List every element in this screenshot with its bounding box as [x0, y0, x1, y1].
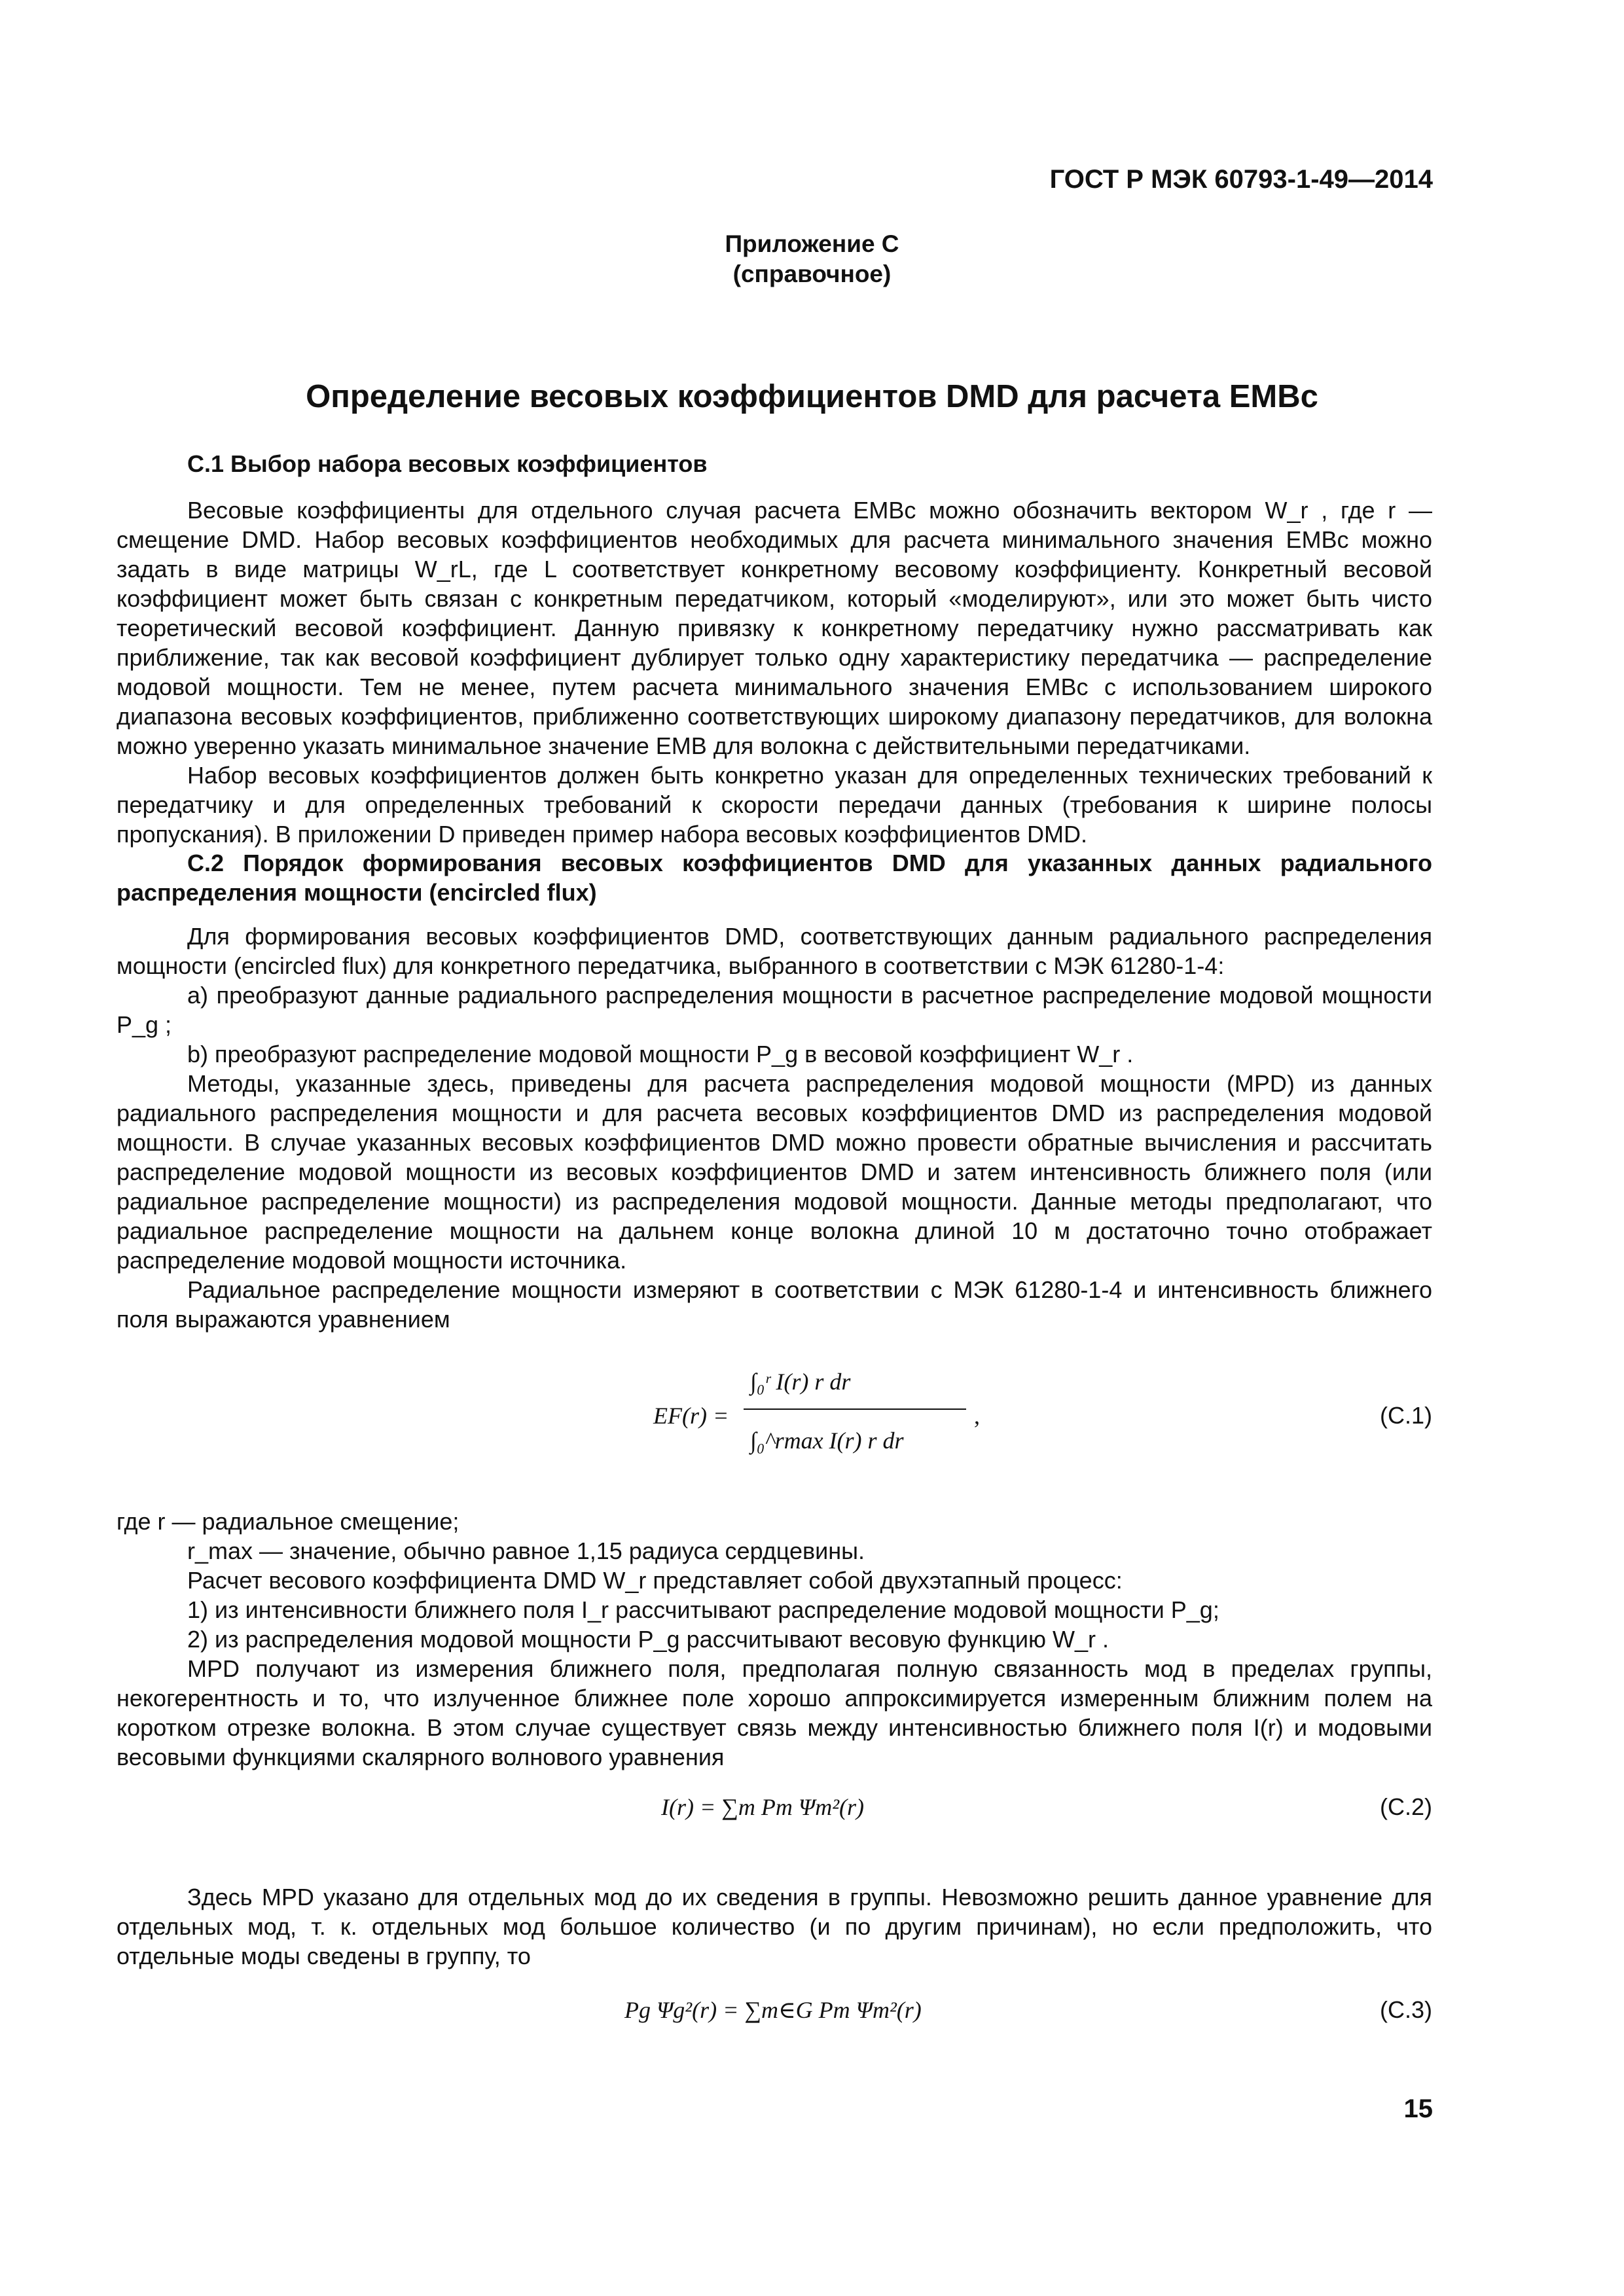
section-c2-step-2: 2) из распределения модовой мощности P_g рассчитывают весовую функцию W_r .: [187, 1626, 1109, 1653]
equation-c1-comma: ,: [974, 1403, 980, 1429]
document-code-header: ГОСТ Р МЭК 60793-1-49—2014: [1049, 165, 1433, 194]
equation-c2-expression: I(r) = ∑m Pm Ψm²(r): [661, 1794, 865, 1820]
section-c1-heading: С.1 Выбор набора весовых коэффициентов: [187, 450, 708, 477]
page-number: 15: [1403, 2094, 1433, 2123]
section-c2-continued: [117, 1507, 1432, 1772]
section-c2-item-b: b) преобразуют распределение модовой мощности P_g в весовой коэффициент W_r .: [187, 1041, 1134, 1067]
section-c2-paragraph-4: Расчет весового коэффициента DMD W_r представляет собой двухэтапный процесс:: [187, 1567, 1123, 1594]
equation-c1-number: (С.1): [1380, 1402, 1432, 1429]
equation-c2-number: (С.2): [1380, 1793, 1432, 1820]
equation-c3-number: (С.3): [1380, 1996, 1432, 2023]
section-c2-paragraph-3: Радиальное распределение мощности измеряют в соответствии с МЭК 61280-1-4 и интенсивность ближнего поля выражаются уравнением: [117, 1276, 1432, 1333]
section-c2-final: [117, 1882, 1432, 1971]
equation-c2: [117, 1793, 1432, 1833]
where-rmax: r_max — значение, обычно равное 1,15 радиуса сердцевины.: [187, 1537, 865, 1564]
equation-c1-denominator: ∫₀^rmax I(r) r dr: [750, 1427, 904, 1454]
section-c2-paragraph-2: Методы, указанные здесь, приведены для расчета распределения модовой мощности (MPD) из данных радиального распределения мощности и для расчета весовых коэффициентов DMD из распределения модовой мощности. В случае указанных весовых коэффициентов DMD можно провести обратные вычисления и рассчитать распределение модовой мощности из весовых коэффициентов DMD и затем интенсивность ближнего поля (или радиальное распределение мощности) из распределения модовой мощности. Данные методы предполагают, что радиальное распределение мощности на дальнем конце волокна длиной 10 м достаточно точно отображает распределение модовой мощности источника.: [117, 1070, 1432, 1274]
section-c2-paragraph-5: MPD получают из измерения ближнего поля, предполагая полную связанность мод в пределах группы, некогерентность и то, что излученное ближнее поле хорошо аппроксимируется измеренным ближним полем на коротком отрезке волокна. В этом случае существует связь между интенсивностью ближнего поля I(r) и модовыми весовыми функциями скалярного волнового уравнения: [117, 1655, 1432, 1770]
section-c1: [117, 449, 1432, 849]
equation-c1-lhs: EF(r) =: [653, 1403, 729, 1429]
section-c2-step-1: 1) из интенсивности ближнего поля I_r рассчитывают распределение модовой мощности P_g;: [187, 1596, 1219, 1623]
section-c2-heading: С.2 Порядок формирования весовых коэффициентов DMD для указанных данных радиального распределения мощности (encircled flux): [117, 850, 1432, 906]
section-c2-item-a: а) преобразуют данные радиального распределения мощности в расчетное распределение модовой мощности P_g ;: [117, 982, 1432, 1038]
appendix-type: (справочное): [732, 260, 892, 287]
where-r: где r — радиальное смещение;: [117, 1508, 460, 1535]
equation-c1: [117, 1361, 1432, 1479]
equation-c1-numerator: ∫₀ʳ I(r) r dr: [750, 1369, 851, 1395]
section-c2: [117, 848, 1432, 1334]
equation-c3: [117, 1996, 1432, 2036]
appendix-label: Приложение С: [725, 230, 899, 257]
appendix-heading: [0, 229, 1624, 289]
section-c2-paragraph-1: Для формирования весовых коэффициентов DMD, соответствующих данным радиального распределения мощности (encircled flux) для конкретного передатчика, выбранного в соответствии с МЭК 61280-1-4:: [117, 923, 1432, 979]
fraction-bar: [744, 1408, 966, 1410]
section-c2-paragraph-6: Здесь MPD указано для отдельных мод до их сведения в группы. Невозможно решить данное уравнение для отдельных мод, т. к. отдельных мод большое количество (и по другим причинам), но если предположить, что отдельные моды сведены в группу, то: [117, 1884, 1432, 1969]
page-title: Определение весовых коэффициентов DMD для расчета EMBc: [306, 379, 1318, 414]
section-c1-paragraph-2: Набор весовых коэффициентов должен быть конкретно указан для определенных технических требований к передатчику и для определенных требований к скорости передачи данных (требования к ширине полосы пропускания). В приложении D приведен пример набора весовых коэффициентов DMD.: [117, 762, 1432, 848]
equation-c3-expression: Pg Ψg²(r) = ∑m∈G Pm Ψm²(r): [624, 1997, 922, 2023]
section-c1-paragraph-1: Весовые коэффициенты для отдельного случая расчета EMBc можно обозначить вектором W_r , где r — смещение DMD. Набор весовых коэффициентов необходимых для расчета минимального значения EMBc можно задать в виде матрицы W_rL, где L соответствует конкретному весовому коэффициенту. Конкретный весовой коэффициент может быть связан с конкретным передатчиком, который «моделируют», или это может быть чисто теоретический весовой коэффициент. Данную привязку к конкретному передатчику нужно рассматривать как приближение, так как весовой коэффициент дублирует только одну характеристику передатчика — распределение модовой мощности. Тем не менее, путем расчета минимального значения EMBc с использованием широкого диапазона весовых коэффициентов, приближенно соответствующих широкому диапазону передатчиков, для волокна можно уверенно указать минимальное значение EMB для волокна с действительными передатчиками.: [117, 497, 1433, 759]
